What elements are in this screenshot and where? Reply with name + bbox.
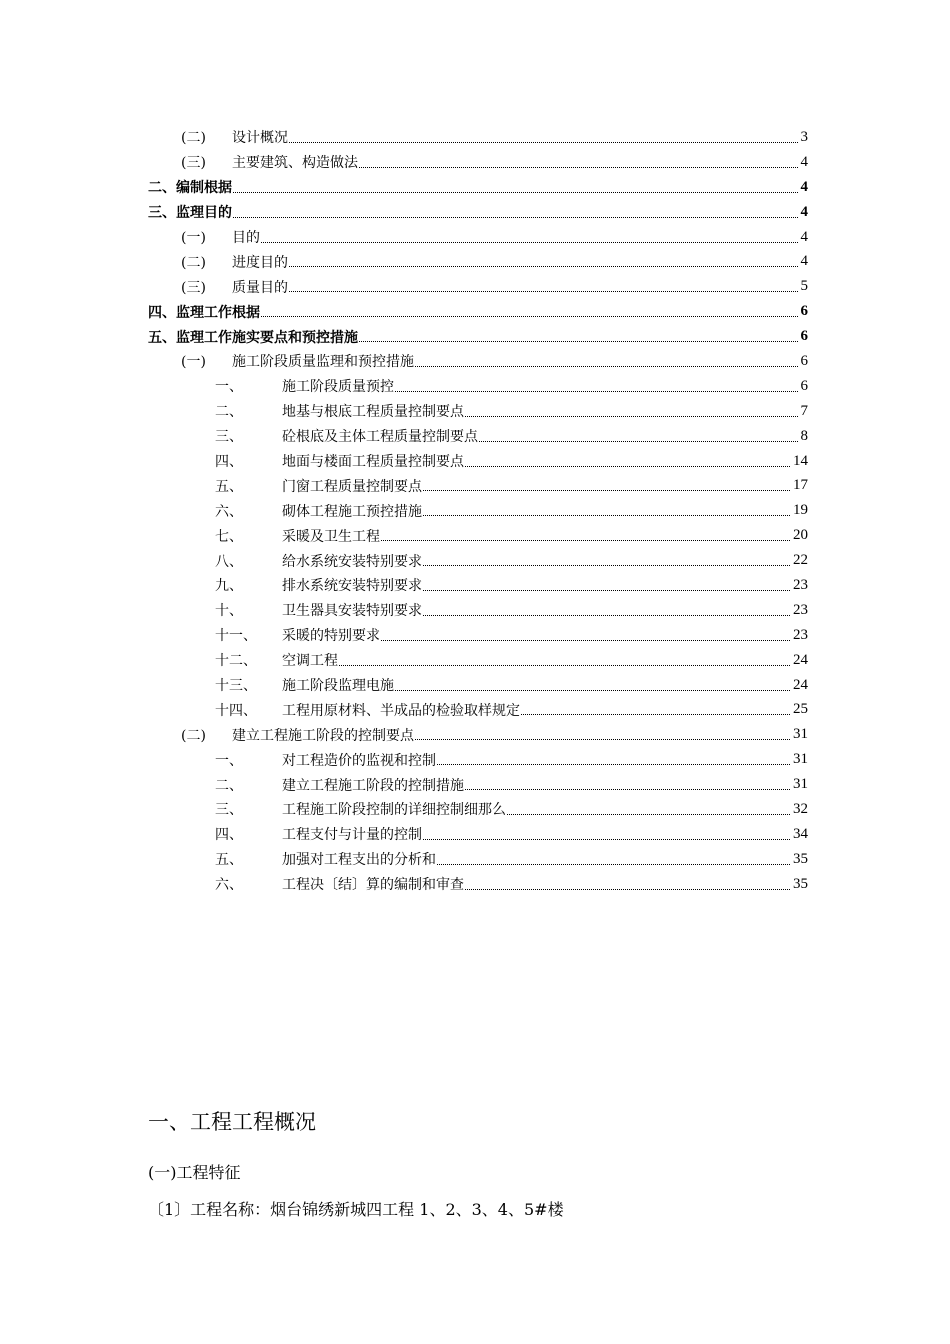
toc-entry-title: 工程施工阶段控制的详细控制细那么 bbox=[282, 802, 506, 819]
toc-entry-number: 十、 bbox=[215, 603, 243, 620]
toc-entry-number: 三、 bbox=[215, 802, 243, 819]
toc-entry-number: (三) bbox=[181, 155, 206, 172]
toc-dot-leader bbox=[395, 673, 792, 698]
toc-dot-leader bbox=[465, 772, 792, 797]
toc-dot-leader bbox=[437, 847, 792, 872]
toc-entry-page: 4 bbox=[800, 153, 808, 170]
toc-dot-leader bbox=[289, 249, 800, 274]
toc-dot-leader bbox=[261, 225, 800, 250]
toc-dot-leader bbox=[233, 175, 800, 200]
toc-entry-title: 砼根底及主体工程质量控制要点 bbox=[282, 429, 478, 446]
toc-entry[interactable] bbox=[0, 324, 950, 349]
toc-entry-page: 5 bbox=[800, 278, 808, 295]
toc-entry-number: 一、 bbox=[215, 379, 243, 396]
toc-entry-page: 6 bbox=[800, 328, 808, 345]
toc-entry[interactable] bbox=[0, 374, 950, 399]
toc-dot-leader bbox=[479, 424, 800, 449]
toc-entry[interactable] bbox=[0, 299, 950, 324]
toc-entry-title: 施工阶段监理电施 bbox=[282, 678, 394, 695]
toc-entry-page: 24 bbox=[793, 651, 808, 668]
toc-entry-page: 3 bbox=[800, 128, 808, 145]
toc-entry-title: 给水系统安装特别要求 bbox=[282, 553, 422, 570]
toc-entry-page: 34 bbox=[793, 825, 808, 842]
toc-entry-title: 主要建筑、构造做法 bbox=[232, 155, 358, 172]
toc-entry[interactable] bbox=[0, 772, 950, 797]
toc-dot-leader bbox=[381, 623, 792, 648]
toc-entry-number: (二) bbox=[181, 254, 206, 271]
toc-entry-page: 22 bbox=[793, 552, 808, 569]
toc-entry-number: 六、 bbox=[215, 877, 243, 894]
toc-entry-page: 32 bbox=[793, 800, 808, 817]
toc-entry-number: 十四、 bbox=[215, 702, 257, 719]
toc-entry-title: 目的 bbox=[232, 230, 260, 246]
toc-dot-leader bbox=[423, 598, 792, 623]
toc-entry-title: 卫生器具安装特别要求 bbox=[282, 603, 422, 620]
toc-entry[interactable] bbox=[0, 822, 950, 847]
toc-dot-leader bbox=[423, 822, 792, 847]
toc-entry-title: 施工阶段质量监理和预控措施 bbox=[232, 354, 414, 371]
toc-entry[interactable] bbox=[0, 523, 950, 548]
toc-entry-title: 采暖及卫生工程 bbox=[282, 528, 380, 545]
toc-entry-title: 建立工程施工阶段的控制要点 bbox=[232, 727, 414, 744]
toc-entry-page: 20 bbox=[793, 527, 808, 544]
toc-entry[interactable] bbox=[0, 274, 950, 299]
toc-entry-title: 采暖的特别要求 bbox=[282, 628, 380, 645]
toc-entry-title: 排水系统安装特别要求 bbox=[282, 578, 422, 595]
toc-dot-leader bbox=[465, 449, 792, 474]
toc-entry-number: (二) bbox=[181, 727, 206, 744]
toc-entry-number: 五、 bbox=[215, 478, 243, 495]
toc-entry[interactable] bbox=[0, 747, 950, 772]
toc-entry-page: 23 bbox=[793, 576, 808, 593]
toc-dot-leader bbox=[423, 573, 792, 598]
toc-entry[interactable] bbox=[0, 548, 950, 573]
toc-dot-leader bbox=[423, 473, 792, 498]
toc-entry-page: 4 bbox=[800, 253, 808, 270]
toc-entry[interactable] bbox=[0, 797, 950, 822]
toc-entry-title: 空调工程 bbox=[282, 653, 338, 670]
toc-entry[interactable] bbox=[0, 722, 950, 747]
toc-entry-number: 七、 bbox=[215, 528, 243, 545]
toc-entry[interactable] bbox=[0, 673, 950, 698]
toc-entry-page: 17 bbox=[793, 477, 808, 494]
toc-entry-number: (一) bbox=[181, 354, 206, 371]
toc-entry-page: 7 bbox=[800, 402, 808, 419]
toc-entry[interactable] bbox=[0, 872, 950, 897]
toc-entry[interactable] bbox=[0, 200, 950, 225]
toc-entry-number: (二) bbox=[181, 130, 206, 147]
toc-dot-leader bbox=[521, 697, 792, 722]
toc-entry-page: 4 bbox=[800, 178, 808, 195]
toc-entry-title: 工程决〔结〕算的编制和审查 bbox=[282, 877, 464, 894]
toc-entry-title: 四、监理工作根据 bbox=[148, 304, 260, 321]
toc-dot-leader bbox=[381, 523, 792, 548]
toc-entry-number: 九、 bbox=[215, 578, 243, 595]
toc-dot-leader bbox=[437, 747, 792, 772]
toc-entry[interactable] bbox=[0, 349, 950, 374]
toc-entry[interactable] bbox=[0, 249, 950, 274]
toc-entry[interactable] bbox=[0, 225, 950, 250]
toc-entry-page: 31 bbox=[793, 751, 808, 768]
section-heading: 一、工程工程概况 bbox=[148, 1110, 316, 1134]
toc-entry-page: 31 bbox=[793, 726, 808, 743]
toc-entry-page: 8 bbox=[800, 427, 808, 444]
toc-entry-page: 35 bbox=[793, 875, 808, 892]
toc-entry-page: 35 bbox=[793, 850, 808, 867]
toc-entry[interactable] bbox=[0, 175, 950, 200]
toc-dot-leader bbox=[395, 374, 800, 399]
toc-dot-leader bbox=[415, 349, 800, 374]
toc-entry-number: 十三、 bbox=[215, 678, 257, 695]
toc-entry-title: 三、监理目的 bbox=[148, 205, 232, 222]
toc-entry-number: 二、 bbox=[215, 404, 243, 421]
toc-entry-title: 进度目的 bbox=[232, 254, 288, 271]
toc-entry[interactable] bbox=[0, 573, 950, 598]
toc-entry-title: 砌体工程施工预控措施 bbox=[282, 503, 422, 520]
toc-entry-title: 五、监理工作施实要点和预控措施 bbox=[148, 329, 358, 346]
toc-entry-number: 十一、 bbox=[215, 628, 257, 645]
toc-dot-leader bbox=[233, 200, 800, 225]
toc-dot-leader bbox=[261, 299, 800, 324]
toc-entry-page: 6 bbox=[800, 377, 808, 394]
toc-entry-page: 19 bbox=[793, 502, 808, 519]
toc-entry-page: 6 bbox=[800, 303, 808, 320]
toc-entry-title: 对工程造价的监视和控制 bbox=[282, 752, 436, 769]
toc-entry-title: 建立工程施工阶段的控制措施 bbox=[282, 777, 464, 794]
toc-entry-title: 质量目的 bbox=[232, 279, 288, 296]
toc-entry-number: 五、 bbox=[215, 852, 243, 869]
toc-entry-number: (三) bbox=[181, 279, 206, 296]
toc-entry[interactable] bbox=[0, 498, 950, 523]
toc-entry[interactable] bbox=[0, 125, 950, 150]
toc-entry-number: (一) bbox=[181, 230, 206, 246]
toc-entry-page: 14 bbox=[793, 452, 808, 469]
toc-entry-number: 四、 bbox=[215, 454, 243, 471]
toc-dot-leader bbox=[507, 797, 792, 822]
toc-entry[interactable] bbox=[0, 623, 950, 648]
toc-entry-title: 工程支付与计量的控制 bbox=[282, 827, 422, 844]
toc-entry-page: 6 bbox=[800, 352, 808, 369]
toc-entry-number: 三、 bbox=[215, 429, 243, 446]
toc-entry[interactable] bbox=[0, 598, 950, 623]
toc-entry[interactable] bbox=[0, 697, 950, 722]
toc-entry[interactable] bbox=[0, 424, 950, 449]
toc-entry-page: 31 bbox=[793, 776, 808, 793]
toc-entry-title: 门窗工程质量控制要点 bbox=[282, 478, 422, 495]
toc-dot-leader bbox=[423, 548, 792, 573]
subsection-heading: (一)工程特征 bbox=[148, 1163, 241, 1182]
toc-entry-page: 24 bbox=[793, 676, 808, 693]
toc-entry[interactable] bbox=[0, 473, 950, 498]
toc-dot-leader bbox=[359, 150, 800, 175]
toc-dot-leader bbox=[415, 722, 792, 747]
toc-dot-leader bbox=[359, 324, 800, 349]
toc-entry-number: 十二、 bbox=[215, 653, 257, 670]
toc-entry-number: 八、 bbox=[215, 553, 243, 570]
toc-entry-title: 地面与楼面工程质量控制要点 bbox=[282, 454, 464, 471]
toc-dot-leader bbox=[339, 648, 792, 673]
toc-entry-page: 25 bbox=[793, 701, 808, 718]
toc-entry-number: 四、 bbox=[215, 827, 243, 844]
toc-dot-leader bbox=[289, 125, 800, 150]
toc-entry-title: 二、编制根据 bbox=[148, 180, 232, 197]
toc-dot-leader bbox=[465, 872, 792, 897]
toc-entry[interactable] bbox=[0, 399, 950, 424]
toc-entry[interactable] bbox=[0, 648, 950, 673]
toc-entry[interactable] bbox=[0, 150, 950, 175]
toc-dot-leader bbox=[289, 274, 800, 299]
toc-entry-title: 设计概况 bbox=[232, 130, 288, 147]
toc-entry-title: 加强对工程支出的分析和 bbox=[282, 852, 436, 869]
toc-dot-leader bbox=[465, 399, 800, 424]
toc-entry-title: 工程用原材料、半成品的检验取样规定 bbox=[282, 702, 520, 719]
toc-entry-page: 4 bbox=[800, 228, 808, 245]
toc-entry-title: 地基与根底工程质量控制要点 bbox=[282, 404, 464, 421]
toc-entry-page: 4 bbox=[800, 203, 808, 220]
toc-entry-number: 六、 bbox=[215, 503, 243, 520]
toc-dot-leader bbox=[423, 498, 792, 523]
toc-entry-page: 23 bbox=[793, 626, 808, 643]
toc-entry-number: 一、 bbox=[215, 752, 243, 769]
toc-entry-number: 二、 bbox=[215, 777, 243, 794]
toc-entry[interactable] bbox=[0, 847, 950, 872]
project-name-paragraph: 〔1〕工程名称：烟台锦绣新城四工程 1、2、3、4、5#楼 bbox=[148, 1200, 564, 1219]
toc-entry[interactable] bbox=[0, 449, 950, 474]
table-of-contents bbox=[0, 125, 950, 897]
toc-entry-page: 23 bbox=[793, 601, 808, 618]
toc-entry-title: 施工阶段质量预控 bbox=[282, 379, 394, 396]
